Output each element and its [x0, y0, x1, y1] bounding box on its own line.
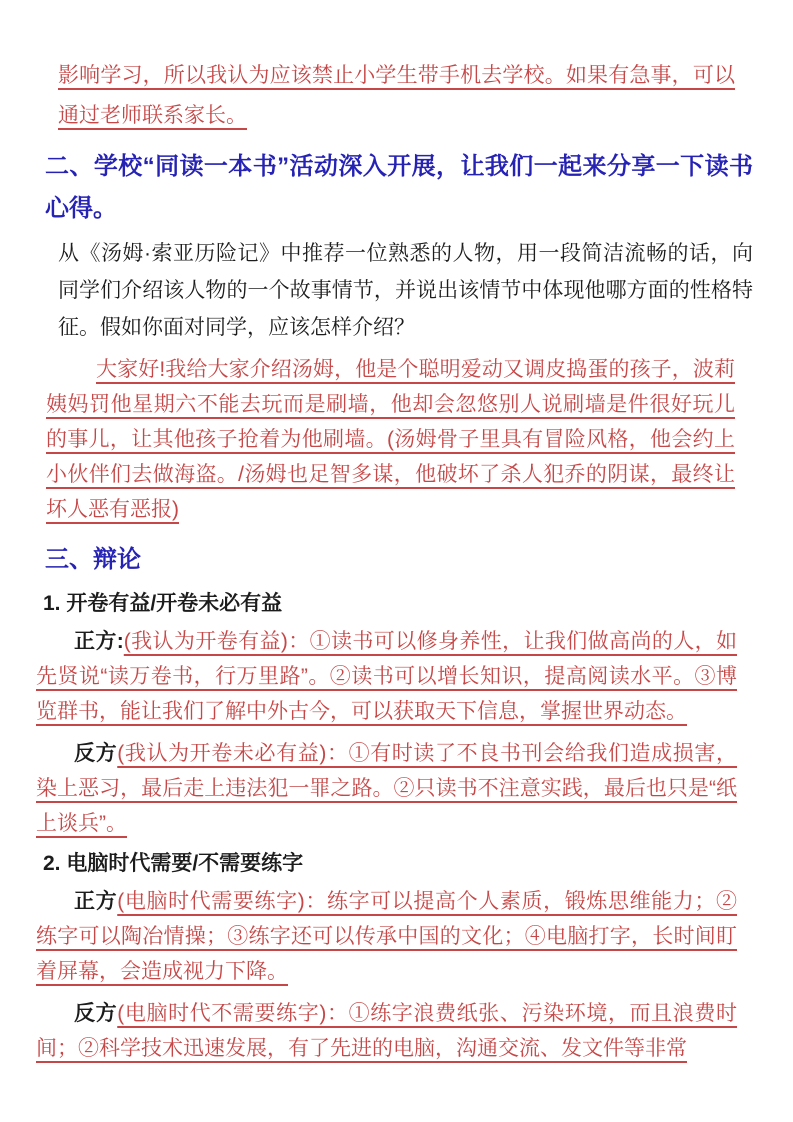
- debate2-title: 2. 电脑时代需要/不需要练字: [43, 852, 304, 875]
- section2-prompt: 从《汤姆·索亚历险记》中推荐一位熟悉的人物，用一段简洁流畅的话，向同学们介绍该人物的一个故事情节，并说出该情节中体现他哪方面的性格特征。假如你面对同学，应该怎样介绍？: [58, 242, 753, 339]
- debate2-pro-side-label: 正方: [74, 890, 118, 913]
- debate2-con-answer-text: (电脑时代不需要练字)：①练字浪费纸张、污染环境，而且浪费时间；②科学技术迅速发展，有了先进的电脑，沟通交流、发文件等非常: [36, 1002, 738, 1060]
- debate2-pro-paragraph: [36, 884, 737, 989]
- debate2-con-side-label: 反方: [74, 1002, 118, 1025]
- debate1-con-paragraph: [36, 736, 737, 841]
- debate1-pro-side-label: 正方:: [74, 630, 124, 653]
- debate1-con-answer-text: (我认为开卷未必有益)：①有时读了不良书刊会给我们造成损害，染上恶习，最后走上违法犯一罪之路。②只读书不注意实践，最后也只是“纸上谈兵”。: [36, 742, 738, 835]
- section2-answer-text: 大家好!我给大家介绍汤姆，他是个聪明爱动又调皮捣蛋的孩子，波莉姨妈罚他星期六不能去玩而是刷墙，他却会忽悠别人说刷墙是件很好玩儿的事儿，让其他孩子抢着为他刷墙。(汤姆骨子里具有冒险风格，他会约上小伙伴们去做海盗。/汤姆也足智多谋，他破坏了杀人犯乔的阴谋，最终让坏人恶有恶报): [46, 358, 735, 521]
- debate2-pro-answer-text: (电脑时代需要练字)：练字可以提高个人素质，锻炼思维能力；②练字可以陶冶情操；③练字还可以传承中国的文化；④电脑打字，长时间盯着屏幕，会造成视力下降。: [36, 890, 738, 983]
- debate2-con-paragraph: [36, 996, 737, 1066]
- debate1-title: 1. 开卷有益/开卷未必有益: [43, 592, 283, 615]
- debate1-pro-paragraph: [36, 624, 737, 729]
- section2-heading: 二、学校“同读一本书”活动深入开展，让我们一起来分享一下读书心得。: [45, 153, 753, 222]
- section3-heading: 三、辩论: [45, 546, 141, 573]
- debate1-con-side-label: 反方: [74, 742, 118, 765]
- debate1-pro-answer-text: (我认为开卷有益)：①读书可以修身养性，让我们做高尚的人，如先贤说“读万卷书，行万里路”。②读书可以增长知识，提高阅读水平。③博览群书，能让我们了解中外古今，可以获取天下信息，掌握世界动态。: [36, 630, 738, 723]
- intro-answer-text: 影响学习，所以我认为应该禁止小学生带手机去学校。如果有急事，可以通过老师联系家长。: [58, 64, 735, 127]
